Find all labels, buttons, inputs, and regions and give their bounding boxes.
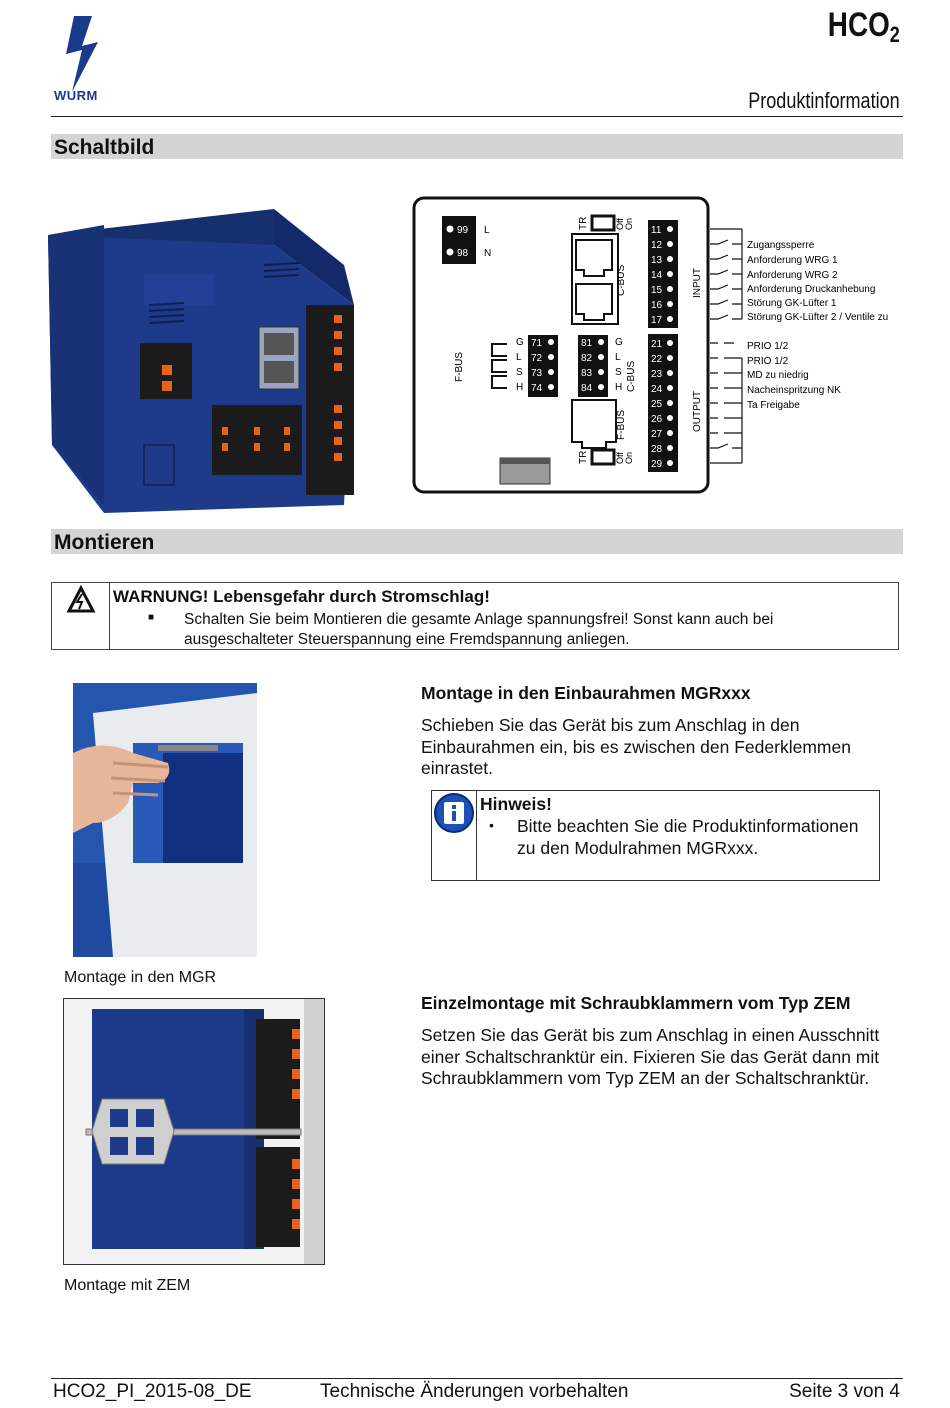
terminal-84: 84 [581, 383, 593, 394]
switch-on-label: On [624, 217, 634, 230]
fbus-side-label: F-BUS [454, 352, 465, 382]
bullet-dot-icon: • [489, 817, 494, 833]
fbus-letter: S [516, 367, 523, 378]
terminal-73: 73 [531, 368, 543, 379]
zem-heading: Einzelmontage mit Schraubklammern vom Typ ZEM [421, 993, 851, 1013]
power-terminal-98: 98 [457, 248, 469, 259]
terminal-83: 83 [581, 368, 593, 379]
terminal-27: 27 [651, 429, 663, 440]
cbus-letter: G [615, 337, 623, 348]
square-bullet-icon: ■ [148, 612, 155, 623]
terminal-26: 26 [651, 414, 663, 425]
input-desc-wrg2: Anforderung WRG 2 [747, 270, 838, 281]
warning-title: WARNUNG! Lebensgefahr durch Stromschlag! [113, 587, 490, 606]
input-desc-gk-luefter2: Störung GK-Lüfter 2 / Ventile zu [747, 312, 889, 323]
zem-caption: Montage mit ZEM [64, 1277, 191, 1294]
document-subtitle: Produktinformation [748, 88, 900, 113]
terminal-71: 71 [531, 338, 543, 349]
output-desc-md: MD zu niedrig [747, 370, 809, 381]
tr-label-top: TR [578, 216, 589, 230]
terminal-24: 24 [651, 384, 663, 395]
mgr-mounting-photo [73, 683, 257, 957]
switch-off-label-bottom: Off [615, 452, 625, 464]
terminal-28: 28 [651, 444, 663, 455]
terminal-74: 74 [531, 383, 543, 394]
warning-text: Schalten Sie beim Montieren die gesamte Anlage spannungsfrei! Sonst kann auch bei ausgeschalteter Steuerspannung eine Fremdspannung anliegen. [184, 611, 774, 648]
cbus-letter: L [615, 352, 621, 363]
switch-on-label-bottom: On [624, 451, 634, 464]
terminal-13: 13 [651, 255, 663, 266]
input-desc-zugangssperre: Zugangssperre [747, 240, 815, 251]
output-desc-ta-freigabe: Ta Freigabe [747, 400, 800, 411]
terminal-17: 17 [651, 315, 663, 326]
wiring-schematic [412, 196, 907, 496]
zem-mounting-photo [63, 998, 325, 1265]
input-desc-druckanhebung: Anforderung Druckanhebung [747, 284, 876, 295]
section-title: Schaltbild [54, 136, 155, 159]
terminal-22: 22 [651, 354, 663, 365]
section-bar-schaltbild [51, 134, 903, 159]
terminal-12: 12 [651, 240, 663, 251]
cbus-side-label: C-BUS [626, 360, 637, 392]
zem-paragraph: Setzen Sie das Gerät bis zum Anschlag in einen Ausschnitt einer Schaltschranktür ein. Fixieren Sie das Gerät dann mit Schraubklammern vom Typ ZEM an der Schaltschranktür. [421, 1025, 880, 1088]
fbus-letter: H [516, 382, 524, 393]
device-back-photo [44, 205, 364, 515]
mgr-heading: Montage in den Einbaurahmen MGRxxx [421, 683, 751, 703]
fbus-letter: G [516, 337, 524, 348]
warning-triangle-icon [52, 583, 109, 623]
header-rule [51, 116, 903, 117]
output-side-label: OUTPUT [692, 390, 703, 432]
input-side-label: INPUT [692, 268, 703, 298]
output-desc-prio2: PRIO 1/2 [747, 356, 789, 367]
power-terminal-99: 99 [457, 225, 469, 236]
cbus-letter: H [615, 382, 623, 393]
switch-off-label: Off [615, 218, 625, 230]
footer-page-number: Seite 3 von 4 [789, 1381, 900, 1402]
fbus-letter: L [516, 352, 522, 363]
terminal-72: 72 [531, 353, 543, 364]
document-title: $HCO_2$ [827, 6, 900, 47]
mgr-caption: Montage in den MGR [64, 969, 217, 986]
footer-rule [51, 1378, 903, 1379]
footer-doc-id: HCO2_PI_2015-08_DE [53, 1381, 252, 1402]
note-text: Bitte beachten Sie die Produktinformationen zu den Modulrahmen MGRxxx. [517, 816, 859, 858]
input-desc-gk-luefter1: Störung GK-Lüfter 1 [747, 298, 837, 309]
terminal-29: 29 [651, 459, 663, 470]
cbus-letter: S [615, 367, 622, 378]
terminal-21: 21 [651, 339, 663, 350]
input-desc-wrg1: Anforderung WRG 1 [747, 255, 838, 266]
cbus-port-label: C-BUS [616, 264, 627, 296]
terminal-23: 23 [651, 369, 663, 380]
footer-notice: Technische Änderungen vorbehalten [320, 1381, 629, 1402]
mgr-paragraph: Schieben Sie das Gerät bis zum Anschlag in den Einbaurahmen ein, bis es zwischen den Federklemmen einrastet. [421, 715, 851, 778]
output-desc-nacheinspritzung: Nacheinspritzung NK [747, 385, 841, 396]
terminal-11: 11 [651, 225, 662, 236]
section-title: Montieren [54, 531, 155, 554]
terminal-16: 16 [651, 300, 663, 311]
note-title: Hinweis! [480, 794, 552, 814]
terminal-25: 25 [651, 399, 663, 410]
power-label-n: N [484, 248, 492, 259]
tr-label-bottom: TR [578, 450, 589, 464]
note-box [431, 790, 880, 881]
section-bar-montieren [51, 529, 903, 554]
terminal-15: 15 [651, 285, 663, 296]
terminal-82: 82 [581, 353, 593, 364]
warning-box [51, 582, 899, 650]
info-icon [432, 791, 476, 835]
terminal-81: 81 [581, 338, 593, 349]
power-label-l: L [484, 225, 490, 236]
output-desc-prio1: PRIO 1/2 [747, 341, 789, 352]
logo-brand-text: WURM [54, 88, 98, 103]
terminal-14: 14 [651, 270, 663, 281]
fbus-port-label: F-BUS [616, 410, 627, 440]
